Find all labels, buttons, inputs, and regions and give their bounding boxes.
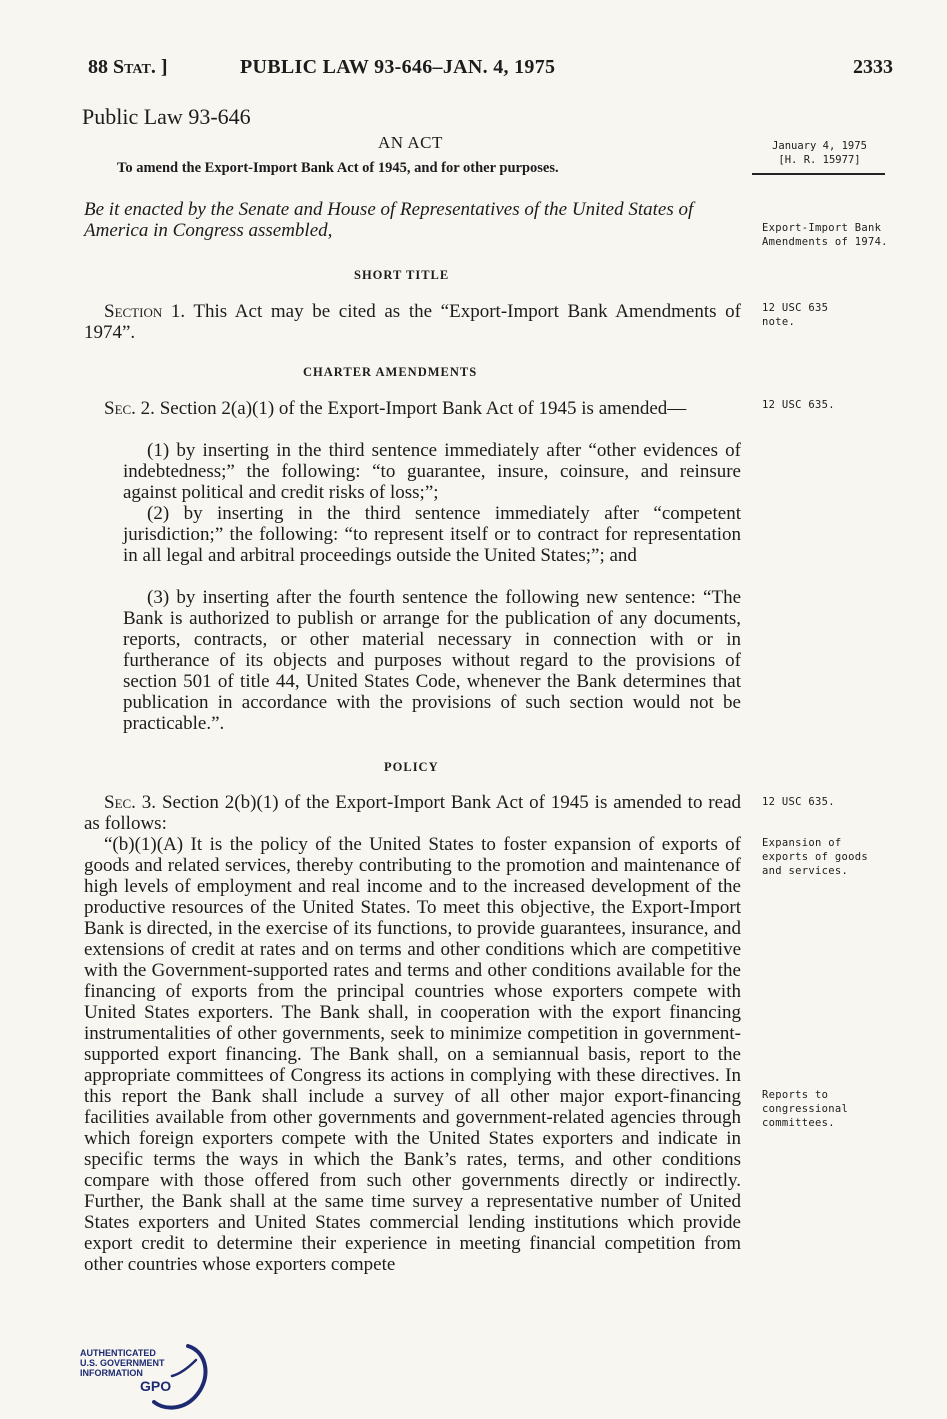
statute-volume: 88 Stat. ] bbox=[88, 56, 168, 78]
act-purpose: To amend the Export-Import Bank Act of 1945, and for other purposes. bbox=[117, 160, 559, 176]
page-number: 2333 bbox=[853, 56, 893, 78]
section-2-text: Section 2(a)(1) of the Export-Import Bank Act of 1945 is amended— bbox=[159, 398, 687, 419]
margin-note-short-title: Export-Import Bank Amendments of 1974. bbox=[762, 222, 888, 248]
section-1-text: This Act may be cited as the “Export-Import Bank Amendments of 1974”. bbox=[84, 301, 741, 343]
heading-charter: CHARTER AMENDMENTS bbox=[303, 365, 478, 379]
section-1-label: Section 1. bbox=[104, 301, 186, 322]
law-and-date: PUBLIC LAW 93-646–JAN. 4, 1975 bbox=[240, 56, 556, 78]
section-1 bbox=[84, 301, 741, 343]
heading-short-title: SHORT TITLE bbox=[354, 268, 450, 282]
section-3 bbox=[84, 792, 741, 834]
law-number: Public Law 93-646 bbox=[82, 104, 251, 129]
margin-note-reports: Reports to congressional committees. bbox=[762, 1089, 849, 1129]
sec2-item-3: (3) by inserting after the fourth sentence the following new sentence: “The Bank is authorized to publish or arrange for the publication of any documents, reports, contracts, or other material necessary in connection with or in furtherance of its objects and purposes without regard to the provisions of section 501 of title 44, United States Code, whenever the Bank determines that publication in accordance with the provisions of such section would not be practicable.”. bbox=[123, 587, 741, 734]
sec2-item-2: (2) by inserting in the third sentence immediately after “competent jurisdiction;” the following: “to represent itself or to contract for representation in all legal and arbitral proceedings outside the United States;”; and bbox=[123, 503, 741, 566]
gpo-stamp-text bbox=[80, 1348, 165, 1378]
section-2 bbox=[84, 398, 741, 419]
sec2-item-1: (1) by inserting in the third sentence immediately after “other evidences of indebtedness;” the following: “to guarantee, insure, coinsure, and reinsure against political and credit risks of loss;”; bbox=[123, 440, 741, 503]
gpo-mark: GPO bbox=[140, 1378, 172, 1394]
section-2-label: Sec. 2. bbox=[104, 398, 155, 419]
margin-note-expansion: Expansion of exports of goods and services. bbox=[762, 837, 868, 877]
gpo-line-3: INFORMATION bbox=[80, 1368, 143, 1378]
bill-number: [H. R. 15977] bbox=[778, 154, 861, 166]
enacting-clause: Be it enacted by the Senate and House of Representatives of the United States of America in Congress assembled, bbox=[84, 199, 694, 241]
gpo-line-2: U.S. GOVERNMENT bbox=[80, 1358, 165, 1368]
gpo-line-1: AUTHENTICATED bbox=[80, 1348, 156, 1358]
date-block bbox=[752, 139, 887, 167]
section-3-label: Sec. 3. bbox=[104, 792, 157, 813]
date-rule bbox=[752, 173, 885, 175]
heading-policy: POLICY bbox=[384, 760, 439, 774]
margin-note-sec3: 12 USC 635. bbox=[762, 796, 835, 808]
enactment-date: January 4, 1975 bbox=[772, 140, 867, 152]
running-header bbox=[88, 56, 893, 82]
margin-note-sec1: 12 USC 635 note. bbox=[762, 302, 829, 328]
section-3-text: Section 2(b)(1) of the Export-Import Bank Act of 1945 is amended to read as follows: bbox=[84, 792, 742, 834]
margin-note-sec2: 12 USC 635. bbox=[762, 399, 835, 411]
act-title: AN ACT bbox=[378, 133, 443, 152]
section-3-body: “(b)(1)(A) It is the policy of the United States to foster expansion of exports of goods and related services, thereby contributing to the promotion and maintenance of high levels of employment and real income and to the increased development of the productive resources of the United States. To meet this objective, the Export-Import Bank is directed, in the exercise of its functions, to provide guarantees, insurance, and extensions of credit at rates and on terms and other conditions which are competitive with the Government-supported rates and terms and other conditions available for the financing of exports from the principal countries whose exporters compete with United States exporters. The Bank shall, in cooperation with the export financing instrumentalities of other governments, seek to minimize competition in government-supported export financing. The Bank shall, on a semiannual basis, report to the appropriate committees of Congress its actions in complying with these directives. In this report the Bank shall include a survey of all other major export-financing facilities available from other governments and government-related agencies through which foreign exporters compete with the United States exporters and indicate in specific terms the ways in which the Bank’s rates, terms, and other conditions compare with those offered from such other governments directly or indirectly. Further, the Bank shall at the same time survey a representative number of United States exporters and United States commercial lending institutions which provide export credit to determine their experience in meeting financial competition from other countries whose exporters compete bbox=[84, 834, 741, 1275]
